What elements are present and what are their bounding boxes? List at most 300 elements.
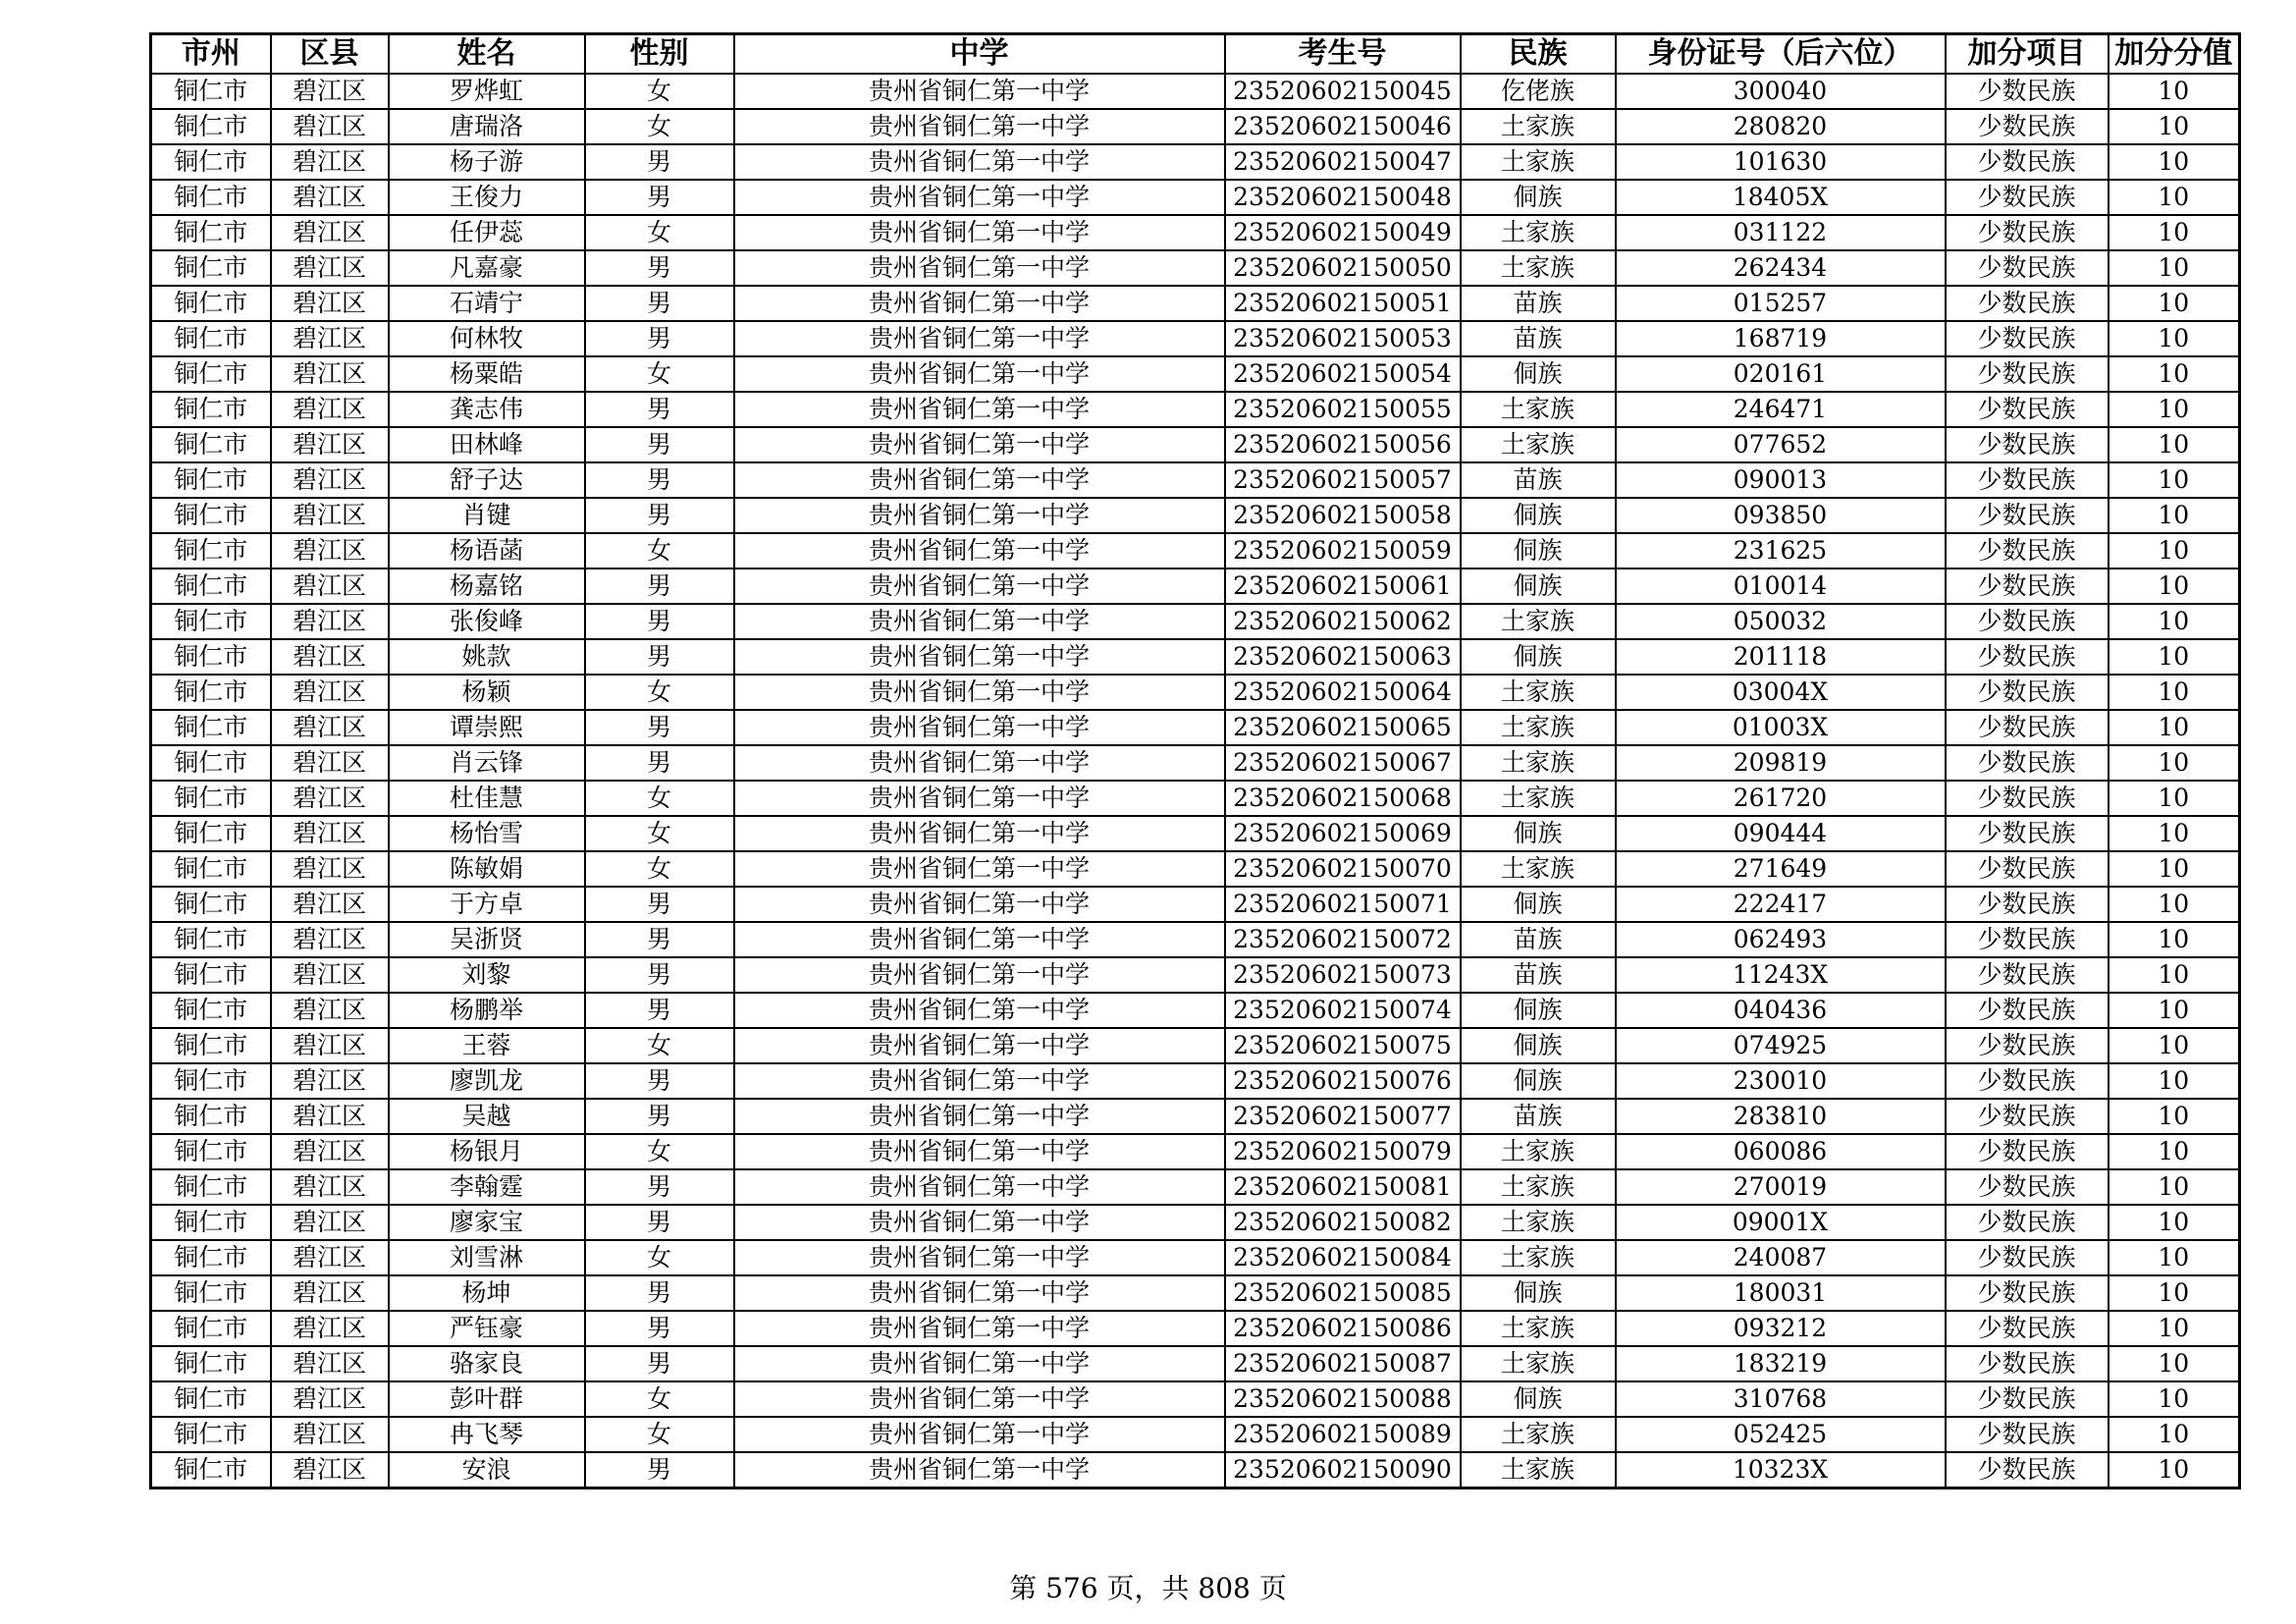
cell-id-last6: 180031 bbox=[1616, 1275, 1946, 1311]
cell-exam-number: 23520602150047 bbox=[1225, 144, 1461, 180]
cell-name: 彭叶群 bbox=[389, 1381, 585, 1417]
cell-city: 铜仁市 bbox=[151, 1063, 271, 1099]
cell-bonus-points: 10 bbox=[2109, 922, 2240, 957]
cell-ethnicity: 侗族 bbox=[1461, 1063, 1616, 1099]
cell-bonus-points: 10 bbox=[2109, 462, 2240, 498]
cell-bonus-item: 少数民族 bbox=[1946, 144, 2109, 180]
cell-ethnicity: 土家族 bbox=[1461, 745, 1616, 781]
cell-name: 肖云锋 bbox=[389, 745, 585, 781]
table-row bbox=[151, 675, 2240, 710]
table-row bbox=[151, 286, 2240, 321]
cell-bonus-item: 少数民族 bbox=[1946, 604, 2109, 639]
cell-bonus-item: 少数民族 bbox=[1946, 1063, 2109, 1099]
cell-id-last6: 020161 bbox=[1616, 356, 1946, 392]
cell-exam-number: 23520602150084 bbox=[1225, 1240, 1461, 1275]
table-row bbox=[151, 462, 2240, 498]
cell-ethnicity: 侗族 bbox=[1461, 1028, 1616, 1063]
cell-district: 碧江区 bbox=[271, 1063, 389, 1099]
cell-id-last6: 280820 bbox=[1616, 109, 1946, 144]
cell-bonus-item: 少数民族 bbox=[1946, 533, 2109, 568]
cell-gender: 女 bbox=[585, 109, 734, 144]
cell-district: 碧江区 bbox=[271, 1099, 389, 1134]
cell-bonus-points: 10 bbox=[2109, 675, 2240, 710]
cell-city: 铜仁市 bbox=[151, 1311, 271, 1346]
cell-district: 碧江区 bbox=[271, 462, 389, 498]
cell-name: 刘雪淋 bbox=[389, 1240, 585, 1275]
cell-id-last6: 060086 bbox=[1616, 1134, 1946, 1169]
cell-bonus-item: 少数民族 bbox=[1946, 957, 2109, 993]
cell-name: 龚志伟 bbox=[389, 392, 585, 427]
cell-id-last6: 168719 bbox=[1616, 321, 1946, 356]
cell-city: 铜仁市 bbox=[151, 392, 271, 427]
cell-name: 杨鹏举 bbox=[389, 993, 585, 1028]
cell-name: 吴浙贤 bbox=[389, 922, 585, 957]
cell-bonus-points: 10 bbox=[2109, 1240, 2240, 1275]
cell-school: 贵州省铜仁第一中学 bbox=[734, 1099, 1225, 1134]
table-row bbox=[151, 1311, 2240, 1346]
cell-gender: 男 bbox=[585, 1205, 734, 1240]
cell-city: 铜仁市 bbox=[151, 74, 271, 109]
cell-id-last6: 10323X bbox=[1616, 1452, 1946, 1489]
cell-city: 铜仁市 bbox=[151, 957, 271, 993]
cell-exam-number: 23520602150054 bbox=[1225, 356, 1461, 392]
cell-bonus-item: 少数民族 bbox=[1946, 1169, 2109, 1205]
cell-district: 碧江区 bbox=[271, 321, 389, 356]
cell-id-last6: 03004X bbox=[1616, 675, 1946, 710]
cell-city: 铜仁市 bbox=[151, 1169, 271, 1205]
table-row bbox=[151, 1028, 2240, 1063]
header-exam-number: 考生号 bbox=[1225, 34, 1461, 75]
cell-city: 铜仁市 bbox=[151, 887, 271, 922]
table-row bbox=[151, 1205, 2240, 1240]
cell-ethnicity: 苗族 bbox=[1461, 922, 1616, 957]
cell-district: 碧江区 bbox=[271, 922, 389, 957]
cell-name: 杨子游 bbox=[389, 144, 585, 180]
cell-school: 贵州省铜仁第一中学 bbox=[734, 356, 1225, 392]
cell-school: 贵州省铜仁第一中学 bbox=[734, 498, 1225, 533]
cell-gender: 男 bbox=[585, 286, 734, 321]
cell-exam-number: 23520602150070 bbox=[1225, 851, 1461, 887]
cell-name: 骆家良 bbox=[389, 1346, 585, 1381]
page-footer: 第 576 页，共 808 页 bbox=[1009, 1572, 1287, 1604]
cell-bonus-item: 少数民族 bbox=[1946, 993, 2109, 1028]
table-row bbox=[151, 1346, 2240, 1381]
cell-bonus-points: 10 bbox=[2109, 1381, 2240, 1417]
cell-exam-number: 23520602150067 bbox=[1225, 745, 1461, 781]
cell-id-last6: 010014 bbox=[1616, 568, 1946, 604]
cell-ethnicity: 侗族 bbox=[1461, 533, 1616, 568]
cell-school: 贵州省铜仁第一中学 bbox=[734, 74, 1225, 109]
cell-bonus-item: 少数民族 bbox=[1946, 180, 2109, 215]
cell-city: 铜仁市 bbox=[151, 604, 271, 639]
cell-bonus-points: 10 bbox=[2109, 109, 2240, 144]
header-city: 市州 bbox=[151, 34, 271, 75]
cell-school: 贵州省铜仁第一中学 bbox=[734, 1452, 1225, 1489]
cell-name: 田林峰 bbox=[389, 427, 585, 462]
cell-exam-number: 23520602150056 bbox=[1225, 427, 1461, 462]
cell-city: 铜仁市 bbox=[151, 675, 271, 710]
table-row bbox=[151, 1240, 2240, 1275]
cell-bonus-item: 少数民族 bbox=[1946, 74, 2109, 109]
cell-bonus-points: 10 bbox=[2109, 215, 2240, 250]
cell-name: 陈敏娟 bbox=[389, 851, 585, 887]
cell-exam-number: 23520602150071 bbox=[1225, 887, 1461, 922]
cell-district: 碧江区 bbox=[271, 1417, 389, 1452]
header-district: 区县 bbox=[271, 34, 389, 75]
cell-school: 贵州省铜仁第一中学 bbox=[734, 816, 1225, 851]
cell-school: 贵州省铜仁第一中学 bbox=[734, 109, 1225, 144]
cell-bonus-points: 10 bbox=[2109, 1205, 2240, 1240]
table-row bbox=[151, 781, 2240, 816]
cell-exam-number: 23520602150064 bbox=[1225, 675, 1461, 710]
cell-exam-number: 23520602150048 bbox=[1225, 180, 1461, 215]
cell-exam-number: 23520602150074 bbox=[1225, 993, 1461, 1028]
cell-district: 碧江区 bbox=[271, 498, 389, 533]
cell-bonus-points: 10 bbox=[2109, 250, 2240, 286]
cell-school: 贵州省铜仁第一中学 bbox=[734, 1275, 1225, 1311]
cell-district: 碧江区 bbox=[271, 957, 389, 993]
cell-ethnicity: 苗族 bbox=[1461, 462, 1616, 498]
cell-school: 贵州省铜仁第一中学 bbox=[734, 993, 1225, 1028]
cell-id-last6: 093850 bbox=[1616, 498, 1946, 533]
cell-ethnicity: 土家族 bbox=[1461, 1205, 1616, 1240]
cell-name: 舒子达 bbox=[389, 462, 585, 498]
table-row bbox=[151, 922, 2240, 957]
table-row bbox=[151, 745, 2240, 781]
cell-ethnicity: 苗族 bbox=[1461, 286, 1616, 321]
cell-bonus-item: 少数民族 bbox=[1946, 1240, 2109, 1275]
cell-city: 铜仁市 bbox=[151, 180, 271, 215]
cell-bonus-item: 少数民族 bbox=[1946, 392, 2109, 427]
cell-district: 碧江区 bbox=[271, 1169, 389, 1205]
cell-bonus-points: 10 bbox=[2109, 392, 2240, 427]
cell-school: 贵州省铜仁第一中学 bbox=[734, 1240, 1225, 1275]
cell-district: 碧江区 bbox=[271, 356, 389, 392]
cell-bonus-item: 少数民族 bbox=[1946, 1452, 2109, 1489]
table-row bbox=[151, 109, 2240, 144]
cell-name: 张俊峰 bbox=[389, 604, 585, 639]
table-row bbox=[151, 498, 2240, 533]
table-row bbox=[151, 710, 2240, 745]
cell-exam-number: 23520602150075 bbox=[1225, 1028, 1461, 1063]
cell-id-last6: 101630 bbox=[1616, 144, 1946, 180]
cell-bonus-item: 少数民族 bbox=[1946, 1134, 2109, 1169]
cell-exam-number: 23520602150069 bbox=[1225, 816, 1461, 851]
cell-district: 碧江区 bbox=[271, 250, 389, 286]
cell-bonus-item: 少数民族 bbox=[1946, 1205, 2109, 1240]
cell-gender: 女 bbox=[585, 1028, 734, 1063]
cell-ethnicity: 侗族 bbox=[1461, 356, 1616, 392]
cell-bonus-item: 少数民族 bbox=[1946, 286, 2109, 321]
table-row bbox=[151, 215, 2240, 250]
table-row bbox=[151, 250, 2240, 286]
cell-district: 碧江区 bbox=[271, 710, 389, 745]
cell-school: 贵州省铜仁第一中学 bbox=[734, 1381, 1225, 1417]
cell-city: 铜仁市 bbox=[151, 356, 271, 392]
cell-district: 碧江区 bbox=[271, 533, 389, 568]
cell-city: 铜仁市 bbox=[151, 745, 271, 781]
cell-school: 贵州省铜仁第一中学 bbox=[734, 1311, 1225, 1346]
cell-school: 贵州省铜仁第一中学 bbox=[734, 1134, 1225, 1169]
cell-bonus-item: 少数民族 bbox=[1946, 922, 2109, 957]
cell-school: 贵州省铜仁第一中学 bbox=[734, 710, 1225, 745]
cell-school: 贵州省铜仁第一中学 bbox=[734, 321, 1225, 356]
cell-district: 碧江区 bbox=[271, 180, 389, 215]
cell-id-last6: 015257 bbox=[1616, 286, 1946, 321]
cell-ethnicity: 土家族 bbox=[1461, 1240, 1616, 1275]
cell-name: 任伊蕊 bbox=[389, 215, 585, 250]
cell-id-last6: 052425 bbox=[1616, 1417, 1946, 1452]
cell-id-last6: 090444 bbox=[1616, 816, 1946, 851]
cell-district: 碧江区 bbox=[271, 1240, 389, 1275]
cell-bonus-item: 少数民族 bbox=[1946, 427, 2109, 462]
cell-gender: 男 bbox=[585, 321, 734, 356]
cell-bonus-item: 少数民族 bbox=[1946, 498, 2109, 533]
cell-name: 何林牧 bbox=[389, 321, 585, 356]
cell-exam-number: 23520602150046 bbox=[1225, 109, 1461, 144]
cell-name: 杨银月 bbox=[389, 1134, 585, 1169]
cell-gender: 男 bbox=[585, 710, 734, 745]
cell-exam-number: 23520602150089 bbox=[1225, 1417, 1461, 1452]
cell-city: 铜仁市 bbox=[151, 851, 271, 887]
cell-district: 碧江区 bbox=[271, 887, 389, 922]
cell-name: 王蓉 bbox=[389, 1028, 585, 1063]
cell-school: 贵州省铜仁第一中学 bbox=[734, 1346, 1225, 1381]
cell-bonus-points: 10 bbox=[2109, 816, 2240, 851]
cell-ethnicity: 侗族 bbox=[1461, 568, 1616, 604]
table-row bbox=[151, 1169, 2240, 1205]
cell-exam-number: 23520602150072 bbox=[1225, 922, 1461, 957]
table-row bbox=[151, 1275, 2240, 1311]
cell-district: 碧江区 bbox=[271, 1452, 389, 1489]
cell-city: 铜仁市 bbox=[151, 639, 271, 675]
cell-gender: 男 bbox=[585, 639, 734, 675]
cell-exam-number: 23520602150079 bbox=[1225, 1134, 1461, 1169]
cell-ethnicity: 土家族 bbox=[1461, 215, 1616, 250]
cell-school: 贵州省铜仁第一中学 bbox=[734, 675, 1225, 710]
cell-exam-number: 23520602150082 bbox=[1225, 1205, 1461, 1240]
table-row bbox=[151, 993, 2240, 1028]
cell-ethnicity: 土家族 bbox=[1461, 1134, 1616, 1169]
cell-gender: 女 bbox=[585, 816, 734, 851]
cell-school: 贵州省铜仁第一中学 bbox=[734, 568, 1225, 604]
cell-ethnicity: 土家族 bbox=[1461, 250, 1616, 286]
cell-exam-number: 23520602150053 bbox=[1225, 321, 1461, 356]
cell-ethnicity: 土家族 bbox=[1461, 1417, 1616, 1452]
cell-ethnicity: 侗族 bbox=[1461, 993, 1616, 1028]
cell-bonus-item: 少数民族 bbox=[1946, 1346, 2109, 1381]
cell-bonus-points: 10 bbox=[2109, 887, 2240, 922]
cell-ethnicity: 侗族 bbox=[1461, 1275, 1616, 1311]
cell-exam-number: 23520602150068 bbox=[1225, 781, 1461, 816]
cell-name: 凡嘉豪 bbox=[389, 250, 585, 286]
cell-exam-number: 23520602150087 bbox=[1225, 1346, 1461, 1381]
cell-ethnicity: 土家族 bbox=[1461, 109, 1616, 144]
cell-bonus-points: 10 bbox=[2109, 1346, 2240, 1381]
cell-bonus-item: 少数民族 bbox=[1946, 1311, 2109, 1346]
cell-gender: 男 bbox=[585, 1099, 734, 1134]
cell-district: 碧江区 bbox=[271, 639, 389, 675]
cell-id-last6: 090013 bbox=[1616, 462, 1946, 498]
table-row bbox=[151, 1381, 2240, 1417]
cell-gender: 男 bbox=[585, 604, 734, 639]
cell-bonus-points: 10 bbox=[2109, 1275, 2240, 1311]
cell-id-last6: 246471 bbox=[1616, 392, 1946, 427]
cell-bonus-points: 10 bbox=[2109, 1417, 2240, 1452]
cell-id-last6: 230010 bbox=[1616, 1063, 1946, 1099]
cell-city: 铜仁市 bbox=[151, 498, 271, 533]
cell-bonus-points: 10 bbox=[2109, 568, 2240, 604]
cell-exam-number: 23520602150050 bbox=[1225, 250, 1461, 286]
cell-id-last6: 11243X bbox=[1616, 957, 1946, 993]
table-header-row bbox=[151, 34, 2240, 75]
cell-bonus-item: 少数民族 bbox=[1946, 109, 2109, 144]
cell-ethnicity: 土家族 bbox=[1461, 675, 1616, 710]
cell-gender: 女 bbox=[585, 1417, 734, 1452]
cell-bonus-points: 10 bbox=[2109, 180, 2240, 215]
table-row bbox=[151, 957, 2240, 993]
table-row bbox=[151, 392, 2240, 427]
cell-bonus-item: 少数民族 bbox=[1946, 816, 2109, 851]
cell-bonus-points: 10 bbox=[2109, 427, 2240, 462]
cell-id-last6: 183219 bbox=[1616, 1346, 1946, 1381]
cell-school: 贵州省铜仁第一中学 bbox=[734, 427, 1225, 462]
cell-city: 铜仁市 bbox=[151, 1028, 271, 1063]
cell-bonus-item: 少数民族 bbox=[1946, 710, 2109, 745]
cell-ethnicity: 侗族 bbox=[1461, 180, 1616, 215]
cell-district: 碧江区 bbox=[271, 144, 389, 180]
cell-city: 铜仁市 bbox=[151, 1240, 271, 1275]
cell-city: 铜仁市 bbox=[151, 1099, 271, 1134]
cell-city: 铜仁市 bbox=[151, 1275, 271, 1311]
cell-bonus-item: 少数民族 bbox=[1946, 1028, 2109, 1063]
cell-id-last6: 231625 bbox=[1616, 533, 1946, 568]
cell-bonus-points: 10 bbox=[2109, 1452, 2240, 1489]
cell-city: 铜仁市 bbox=[151, 215, 271, 250]
cell-district: 碧江区 bbox=[271, 1275, 389, 1311]
cell-city: 铜仁市 bbox=[151, 710, 271, 745]
cell-school: 贵州省铜仁第一中学 bbox=[734, 1063, 1225, 1099]
results-table bbox=[149, 32, 2241, 1489]
cell-bonus-points: 10 bbox=[2109, 1311, 2240, 1346]
cell-ethnicity: 土家族 bbox=[1461, 1452, 1616, 1489]
cell-id-last6: 240087 bbox=[1616, 1240, 1946, 1275]
table-row bbox=[151, 180, 2240, 215]
cell-id-last6: 074925 bbox=[1616, 1028, 1946, 1063]
cell-district: 碧江区 bbox=[271, 109, 389, 144]
cell-id-last6: 261720 bbox=[1616, 781, 1946, 816]
cell-bonus-item: 少数民族 bbox=[1946, 321, 2109, 356]
cell-gender: 男 bbox=[585, 957, 734, 993]
cell-ethnicity: 土家族 bbox=[1461, 604, 1616, 639]
cell-bonus-points: 10 bbox=[2109, 356, 2240, 392]
cell-gender: 女 bbox=[585, 1381, 734, 1417]
cell-district: 碧江区 bbox=[271, 816, 389, 851]
cell-school: 贵州省铜仁第一中学 bbox=[734, 887, 1225, 922]
cell-exam-number: 23520602150058 bbox=[1225, 498, 1461, 533]
cell-bonus-points: 10 bbox=[2109, 286, 2240, 321]
table-row bbox=[151, 1452, 2240, 1489]
cell-ethnicity: 侗族 bbox=[1461, 639, 1616, 675]
header-gender: 性别 bbox=[585, 34, 734, 75]
cell-id-last6: 18405X bbox=[1616, 180, 1946, 215]
cell-bonus-item: 少数民族 bbox=[1946, 887, 2109, 922]
cell-bonus-points: 10 bbox=[2109, 1063, 2240, 1099]
table-row bbox=[151, 1063, 2240, 1099]
cell-bonus-points: 10 bbox=[2109, 957, 2240, 993]
cell-name: 王俊力 bbox=[389, 180, 585, 215]
cell-bonus-points: 10 bbox=[2109, 1099, 2240, 1134]
cell-bonus-item: 少数民族 bbox=[1946, 1381, 2109, 1417]
cell-name: 冉飞琴 bbox=[389, 1417, 585, 1452]
cell-bonus-item: 少数民族 bbox=[1946, 250, 2109, 286]
cell-id-last6: 300040 bbox=[1616, 74, 1946, 109]
cell-name: 安浪 bbox=[389, 1452, 585, 1489]
cell-school: 贵州省铜仁第一中学 bbox=[734, 604, 1225, 639]
cell-district: 碧江区 bbox=[271, 781, 389, 816]
cell-gender: 女 bbox=[585, 675, 734, 710]
cell-gender: 女 bbox=[585, 356, 734, 392]
cell-name: 杨颖 bbox=[389, 675, 585, 710]
table-row bbox=[151, 1417, 2240, 1452]
cell-school: 贵州省铜仁第一中学 bbox=[734, 392, 1225, 427]
cell-exam-number: 23520602150062 bbox=[1225, 604, 1461, 639]
cell-bonus-item: 少数民族 bbox=[1946, 745, 2109, 781]
cell-ethnicity: 侗族 bbox=[1461, 498, 1616, 533]
cell-school: 贵州省铜仁第一中学 bbox=[734, 922, 1225, 957]
table-row bbox=[151, 604, 2240, 639]
cell-id-last6: 062493 bbox=[1616, 922, 1946, 957]
cell-exam-number: 23520602150045 bbox=[1225, 74, 1461, 109]
cell-district: 碧江区 bbox=[271, 1028, 389, 1063]
table-row bbox=[151, 851, 2240, 887]
cell-school: 贵州省铜仁第一中学 bbox=[734, 144, 1225, 180]
header-id-last6: 身份证号（后六位） bbox=[1616, 34, 1946, 75]
cell-bonus-points: 10 bbox=[2109, 710, 2240, 745]
cell-exam-number: 23520602150051 bbox=[1225, 286, 1461, 321]
cell-id-last6: 270019 bbox=[1616, 1169, 1946, 1205]
cell-gender: 男 bbox=[585, 462, 734, 498]
cell-ethnicity: 土家族 bbox=[1461, 392, 1616, 427]
table-row bbox=[151, 816, 2240, 851]
cell-school: 贵州省铜仁第一中学 bbox=[734, 180, 1225, 215]
cell-city: 铜仁市 bbox=[151, 993, 271, 1028]
cell-name: 严钰豪 bbox=[389, 1311, 585, 1346]
cell-bonus-points: 10 bbox=[2109, 1169, 2240, 1205]
cell-id-last6: 201118 bbox=[1616, 639, 1946, 675]
table-row bbox=[151, 356, 2240, 392]
cell-bonus-item: 少数民族 bbox=[1946, 639, 2109, 675]
cell-id-last6: 050032 bbox=[1616, 604, 1946, 639]
cell-name: 姚款 bbox=[389, 639, 585, 675]
cell-id-last6: 093212 bbox=[1616, 1311, 1946, 1346]
cell-gender: 男 bbox=[585, 745, 734, 781]
cell-exam-number: 23520602150063 bbox=[1225, 639, 1461, 675]
cell-gender: 男 bbox=[585, 144, 734, 180]
cell-district: 碧江区 bbox=[271, 1346, 389, 1381]
cell-ethnicity: 侗族 bbox=[1461, 816, 1616, 851]
cell-exam-number: 23520602150076 bbox=[1225, 1063, 1461, 1099]
cell-bonus-points: 10 bbox=[2109, 1028, 2240, 1063]
cell-name: 杨语菡 bbox=[389, 533, 585, 568]
table-row bbox=[151, 639, 2240, 675]
cell-exam-number: 23520602150085 bbox=[1225, 1275, 1461, 1311]
cell-name: 谭崇熙 bbox=[389, 710, 585, 745]
cell-bonus-item: 少数民族 bbox=[1946, 1417, 2109, 1452]
cell-school: 贵州省铜仁第一中学 bbox=[734, 215, 1225, 250]
cell-name: 李翰霆 bbox=[389, 1169, 585, 1205]
cell-bonus-points: 10 bbox=[2109, 781, 2240, 816]
